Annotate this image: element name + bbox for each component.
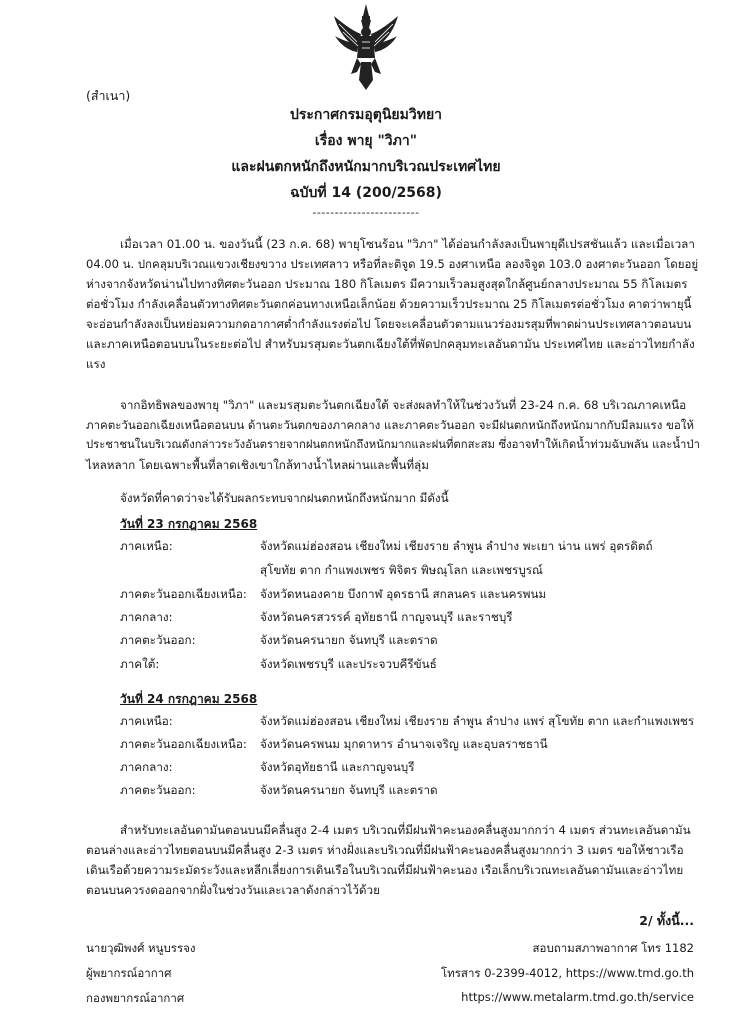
day1-region: ภาคใต้: xyxy=(120,657,160,671)
day1-provinces: สุโขทัย ตาก กำแพงเพชร พิจิตร พิษณุโลก และเพชรบูรณ์ xyxy=(260,563,543,577)
announcement-title: ประกาศกรมอุตุนิยมวิทยา xyxy=(289,107,443,123)
copy-label: (สำเนา) xyxy=(86,88,131,103)
day1-region: ภาคเหนือ: xyxy=(120,539,173,553)
para1-line: ต่อชั่วโมง กำลังเคลื่อนตัวทางทิศตะวันตกค่อนทางเหนือเล็กน้อย ด้วยความเร็วประมาณ 25 กิโลเมตรต่อชั่วโมง คาดว่าพายุนี้ xyxy=(86,297,692,311)
day1-provinces: จังหวัดแม่ฮ่องสอน เชียงใหม่ เชียงราย ลำพูน ลำปาง พะเยา น่าน แพร่ อุตรดิตถ์ xyxy=(260,539,653,553)
para3-line: ตอนล่างและอ่าวไทยตอนบนมีคลื่นสูง 2-3 เมตร ห่างฝั่งและบริเวณที่มีฝนฟ้าคะนองคลื่นสูงมากกว่า 3 เมตร ขอให้ชาวเรือ xyxy=(86,843,684,857)
para3-line: ตอนบนควรงดออกจากฝั่งในช่วงวันและเวลาดังกล่าวไว้ด้วย xyxy=(86,883,380,897)
day2-region: ภาคกลาง: xyxy=(120,760,173,774)
para3-line: เดินเรือด้วยความระมัดระวังและหลีกเลี่ยงการเดินเรือในบริเวณที่มีฝนฟ้าคะนอง เรือเล็กบริเวณทะเลอันดามันและอ่าวไทย xyxy=(86,863,684,877)
day2-provinces: จังหวัดอุทัยธานี และกาญจนบุรี xyxy=(260,760,415,774)
para2-line: ไหลหลาก โดยเฉพาะพื้นที่ลาดเชิงเขาใกล้ทางน้ำไหลผ่านและพื้นที่ลุ่ม xyxy=(86,458,429,472)
day2-region: ภาคเหนือ: xyxy=(120,714,173,728)
day1-region: ภาคกลาง: xyxy=(120,610,173,624)
day1-provinces: จังหวัดนครนายก จันทบุรี และตราด xyxy=(260,633,438,647)
day1-title: วันที่ 23 กรกฎาคม 2568 xyxy=(120,517,258,531)
forecaster-division: กองพยากรณ์อากาศ xyxy=(86,991,185,1005)
affected-intro: จังหวัดที่คาดว่าจะได้รับผลกระทบจากฝนตกหนักถึงหนักมาก มีดังนี้ xyxy=(120,491,449,505)
para1-line: 04.00 น. ปกคลุมบริเวณแขวงเชียงขวาง ประเทศลาว หรือที่ละติจูด 19.5 องศาเหนือ ลองจิจูด 103.0 องศาตะวันออก โดยอยู่ xyxy=(86,257,699,271)
forecaster-name: นายวุฒิพงศ์ หนูบรรจง xyxy=(86,941,196,955)
title-separator: ------------------------ xyxy=(312,206,420,219)
day2-provinces: จังหวัดนครพนม มุกดาหาร อำนาจเจริญ และอุบลราชธานี xyxy=(260,737,548,751)
para1-line: แรง xyxy=(86,357,106,371)
para1-line: จะอ่อนกำลังลงเป็นหย่อมความกดอากาศต่ำกำลังแรงต่อไป โดยจะเคลื่อนตัวตามแนวร่องมรสุมที่พาดผ่านประเทศลาวตอนบน xyxy=(86,317,692,331)
hotline-text: สอบถามสภาพอากาศ โทร 1182 xyxy=(532,941,694,955)
para1-line: เมื่อเวลา 01.00 น. ของวันนี้ (23 ก.ค. 68) พายุโซนร้อน "วิภา" ได้อ่อนกำลังลงเป็นพายุดีเปรสชันแล้ว และเมื่อเวลา xyxy=(120,237,695,251)
issue-number: ฉบับที่ 14 (200/2568) xyxy=(290,185,442,201)
para3-line: สำหรับทะเลอันดามันตอนบนมีคลื่นสูง 2-4 เมตร บริเวณที่มีฝนฟ้าคะนองคลื่นสูงมากกว่า 4 เมตร ส่วนทะเลอันดามัน xyxy=(120,823,691,837)
para2-line: ประชาชนในบริเวณดังกล่าวระวังอันตรายจากฝนตกหนักถึงหนักมากและฝนที่ตกสะสม ซึ่งอาจทำให้เกิดน้ำท่วมฉับพลัน และน้ำป่า xyxy=(86,438,700,451)
day2-provinces: จังหวัดนครนายก จันทบุรี และตราด xyxy=(260,783,438,797)
metalarm-link[interactable]: https://www.metalarm.tmd.go.th/service xyxy=(461,990,694,1004)
garuda-emblem-icon xyxy=(331,2,401,94)
para1-line: และภาคเหนือตอนบนในระยะต่อไป สำหรับมรสุมตะวันตกเฉียงใต้ที่พัดปกคลุมทะเลอันดามัน ประเทศไทย และอ่าวไทยกำลัง xyxy=(86,337,695,351)
forecaster-position: ผู้พยากรณ์อากาศ xyxy=(86,966,172,980)
day2-region: ภาคตะวันออก: xyxy=(120,783,196,797)
para2-line: จากอิทธิพลของพายุ "วิภา" และมรสุมตะวันตกเฉียงใต้ จะส่งผลทำให้ในช่วงวันที่ 23-24 ก.ค. 68 บริเวณภาคเหนือ xyxy=(120,398,687,412)
day2-region: ภาคตะวันออกเฉียงเหนือ: xyxy=(120,737,247,751)
announcement-subject-continued: และฝนตกหนักถึงหนักมากบริเวณประเทศไทย xyxy=(231,159,501,175)
para2-line: ภาคตะวันออกเฉียงเหนือตอนบน ด้านตะวันตกของภาคกลาง และภาคตะวันออก จะมีฝนตกหนักถึงหนักมากกับมีลมแรง ขอให้ xyxy=(86,418,694,432)
day2-title: วันที่ 24 กรกฎาคม 2568 xyxy=(120,692,258,706)
day2-provinces: จังหวัดแม่ฮ่องสอน เชียงใหม่ เชียงราย ลำพูน ลำปาง แพร่ สุโขทัย ตาก และกำแพงเพชร xyxy=(260,714,695,728)
day1-provinces: จังหวัดหนองคาย บึงกาฬ อุดรธานี สกลนคร และนครพนม xyxy=(260,587,547,601)
continued-marker: 2/ ทั้งนี้... xyxy=(639,913,694,928)
day1-region: ภาคตะวันออกเฉียงเหนือ: xyxy=(120,587,247,601)
day1-region: ภาคตะวันออก: xyxy=(120,633,196,647)
day1-provinces: จังหวัดนครสวรรค์ อุทัยธานี กาญจนบุรี และราชบุรี xyxy=(260,610,513,624)
day1-provinces: จังหวัดเพชรบุรี และประจวบคีรีขันธ์ xyxy=(260,657,437,671)
para1-line: ห่างจากจังหวัดน่านไปทางทิศตะวันออก ประมาณ 180 กิโลเมตร มีความเร็วลมสูงสุดใกล้ศูนย์กลางประมาณ 55 กิโลเมตร xyxy=(86,277,688,291)
fax-website-text: โทรสาร 0-2399-4012, https://www.tmd.go.th xyxy=(441,966,694,980)
announcement-subject: เรื่อง พายุ "วิภา" xyxy=(314,133,418,149)
